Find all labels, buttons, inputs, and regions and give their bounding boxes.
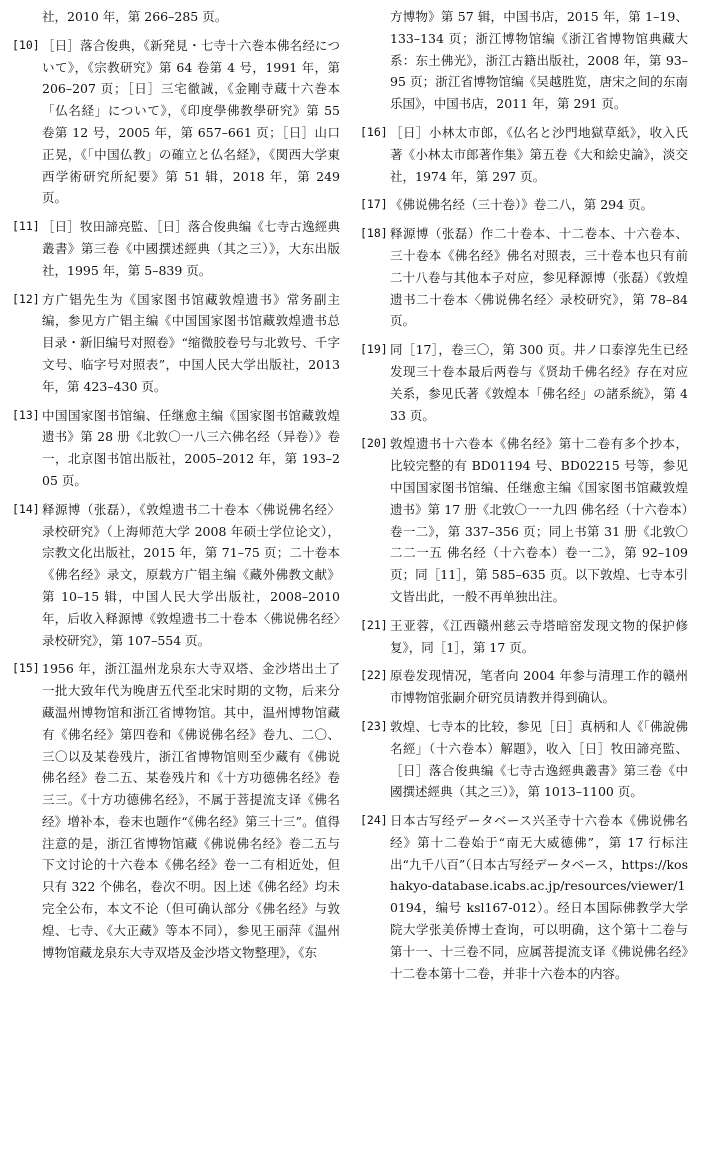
footnote-text: 《佛说佛名经（三十卷）》卷二八，第 294 页。 xyxy=(390,197,654,213)
footnote-text: 中国国家图书馆编、任继愈主编《国家图书馆藏敦煌遗书》第 28 册《北敦〇一八三六佛名经（异卷）》卷一，北京图书馆出版社，2005–2012 年，第 193–205 页。 xyxy=(42,407,340,488)
footnote-number: [18] xyxy=(360,226,388,241)
footnote-item xyxy=(360,433,688,607)
footnote-text: 同［17］，卷三〇，第 300 页。井ノ口泰淳先生已经发现三十卷本最后两卷与《贤劫千佛名经》存在对应关系，参见氏著《敦煌本「佛名经」の諸系統》，第 433 页。 xyxy=(390,342,688,423)
footnote-text: 释源博（张磊）作二十卷本、十二卷本、十六卷本、三十卷本《佛名经》佛名对照表，三十卷本也只有前二十八卷与其他本子对应，参见释源博（张磊）《敦煌遗书二十卷本〈佛说佛名经〉录校研究》，第 78–84 页。 xyxy=(390,226,688,329)
footnote-item xyxy=(12,658,340,963)
footnote-item xyxy=(360,6,688,115)
footnote-text: 释源博（张磊），《敦煌遗书二十卷本〈佛说佛名经〉录校研究》（上海师范大学 2008 年硕士学位论文），宗教文化出版社，2015 年，第 71–75 页；二十卷本《佛名经》录文，原载方广锠主编《藏外佛教文献》第 10–15 辑，中国人民大学出版社，2008–2010 年，后收入释源博《敦煌遗书二十卷本〈佛说佛名经〉录校研究》，第 107–554 页。 xyxy=(42,501,340,648)
right-column xyxy=(360,6,688,1153)
footnote-number: [16] xyxy=(360,124,388,139)
footnote-number: [14] xyxy=(12,501,40,516)
footnote-number: [23] xyxy=(360,718,388,733)
footnote-number: [24] xyxy=(360,813,388,828)
footnote-text: 方博物》第 57 辑，中国书店，2015 年，第 1–19、133–134 页；浙江博物馆编《浙江省博物馆典藏大系：东土佛光》，浙江古籍出版社，2008 年，第 93–95 页；浙江省博物馆编《吴越胜览，唐宋之间的东南乐国》，中国书店，2011 年，第 291 页。 xyxy=(390,9,688,112)
footnote-text: 王亚蓉，《江西赣州慈云寺塔暗窑发现文物的保护修复》，同［1］，第 17 页。 xyxy=(390,617,688,655)
footnote-text: 日本古写经データベース兴圣寺十六卷本《佛说佛名经》第十二卷始于“南无大威德佛”，第 17 行标注出“九千八百”（日本古写经データベース，https://koshakyo-database.icabs.ac.jp/resources/viewer/10194，编号 ksl167-012）。经日本国际佛教学大学院大学张美侨博士查询，可以明确，这个第十二卷与第十一、十三卷不同，应属菩提流支译《佛说佛名经》十二卷本第十二卷，并非十六卷本的内容。 xyxy=(390,813,688,981)
footnote-item xyxy=(360,339,688,426)
footnote-item xyxy=(360,194,688,216)
footnote-number: [21] xyxy=(360,617,388,632)
footnote-text: 原卷发现情况，笔者向 2004 年参与清理工作的赣州市博物馆张嗣介研究员请教并得到确认。 xyxy=(390,668,688,706)
footnote-text: 社，2010 年，第 266–285 页。 xyxy=(42,9,228,24)
footnote-text: 敦煌遗书十六卷本《佛名经》第十二卷有多个抄本，比较完整的有 BD01194 号、BD02215 号等，参见中国国家图书馆编、任继愈主编《国家图书馆藏敦煌遗书》第 17 册《北敦〇一一九四 佛名经（十六卷本）卷一二》，第 337–356 页；同上书第 31 册《北敦〇二二一五 佛名经（十六卷本）卷一二》，第 92–109 页；同［11］，第 585–635 页。以下敦煌、七寺本引文皆出此，一般不再单独出注。 xyxy=(390,436,688,604)
footnote-number: [11] xyxy=(12,219,40,234)
footnote-number: [22] xyxy=(360,668,388,683)
footnote-item xyxy=(12,216,340,281)
footnote-number: [10] xyxy=(12,37,40,52)
footnote-item xyxy=(360,810,688,984)
footnote-item xyxy=(12,289,340,398)
footnote-item xyxy=(12,6,340,28)
footnote-number: [12] xyxy=(12,291,40,306)
footnote-item xyxy=(360,122,688,187)
footnote-number: [13] xyxy=(12,407,40,422)
footnote-number: [17] xyxy=(360,197,388,212)
footnote-item xyxy=(12,405,340,492)
footnote-text: ［日］小林太市郎，《仏名と沙門地獄草紙》，收入氏著《小林太市郎著作集》第五卷《大和絵史論》，淡交社，1974 年，第 297 页。 xyxy=(390,124,688,184)
footnote-item xyxy=(360,716,688,803)
footnote-number: [15] xyxy=(12,661,40,676)
footnote-text: 敦煌、七寺本的比较，参见［日］真柄和人《「佛說佛名經」（十六卷本）解題》，收入［日］牧田諦亮監、［日］落合俊典编《七寺古逸經典叢書》第三卷《中國撰述經典（其之三）》，第 1013–1100 页。 xyxy=(390,718,688,800)
footnote-item xyxy=(12,499,340,652)
footnote-item xyxy=(12,35,340,209)
footnote-item xyxy=(360,615,688,659)
footnote-text: ［日］牧田諦亮監、［日］落合俊典编《七寺古逸經典叢書》第三卷《中國撰述經典（其之三）》，大东出版社，1995 年，第 5–839 页。 xyxy=(42,219,340,278)
left-column xyxy=(12,6,340,1153)
footnote-number: [19] xyxy=(360,342,388,357)
footnote-text: 方广锠先生为《国家图书馆藏敦煌遗书》常务副主编，参见方广锠主编《中国国家图书馆藏敦煌遗书总目录・新旧编号对照卷》“缩微胶卷号与北敦号、千字文号、临字号对照表”，中国人民大学出版社，2013 年，第 423–430 页。 xyxy=(42,291,340,394)
footnote-text: ［日］落合俊典，《新発見・七寺十六巻本佛名经について》，《宗教研究》第 64 卷第 4 号，1991 年，第 206–207 页；［日］三宅徹誠，《金剛寺蔵十六巻本「仏名経」について》，《印度學佛教學研究》第 55 卷第 12 号，2005 年，第 657–661 页；［日］山口正晃，《「中国仏教」の確立と仏名経》，《関西大学東西学術研究所紀要》第 51 辑，2018 年，第 249 页。 xyxy=(42,37,340,206)
footnote-item xyxy=(360,223,688,332)
footnote-text: 1956 年，浙江温州龙泉东大寺双塔、金沙塔出土了一批大致年代为晚唐五代至北宋时期的文物，后来分藏温州博物馆和浙江省博物馆。其中，温州博物馆藏有《佛名经》第四卷和《佛说佛名经》卷九、二〇、三〇以及某卷残片，浙江省博物馆则至少藏有《佛说佛名经》卷二五、某卷残片和《十方功德佛名经》卷三三。《十方功德佛名经》，不属于菩提流支译《佛名经》增补本，卷末也题作“《佛名经》第三十三”。值得注意的是，浙江省博物馆藏《佛说佛名经》卷二五与下文讨论的十六卷本《佛名经》卷一二有相近处，但只有 322 个佛名，卷次不明。因上述《佛名经》均未完全公布，本文不论（但可确认部分《佛名经》与敦煌、七寺、《大正藏》等本不同），参见王丽萍《温州博物馆藏龙泉东大寺双塔及金沙塔文物整理》，《东 xyxy=(42,661,340,960)
footnote-item xyxy=(360,665,688,709)
footnote-number: [20] xyxy=(360,436,388,451)
